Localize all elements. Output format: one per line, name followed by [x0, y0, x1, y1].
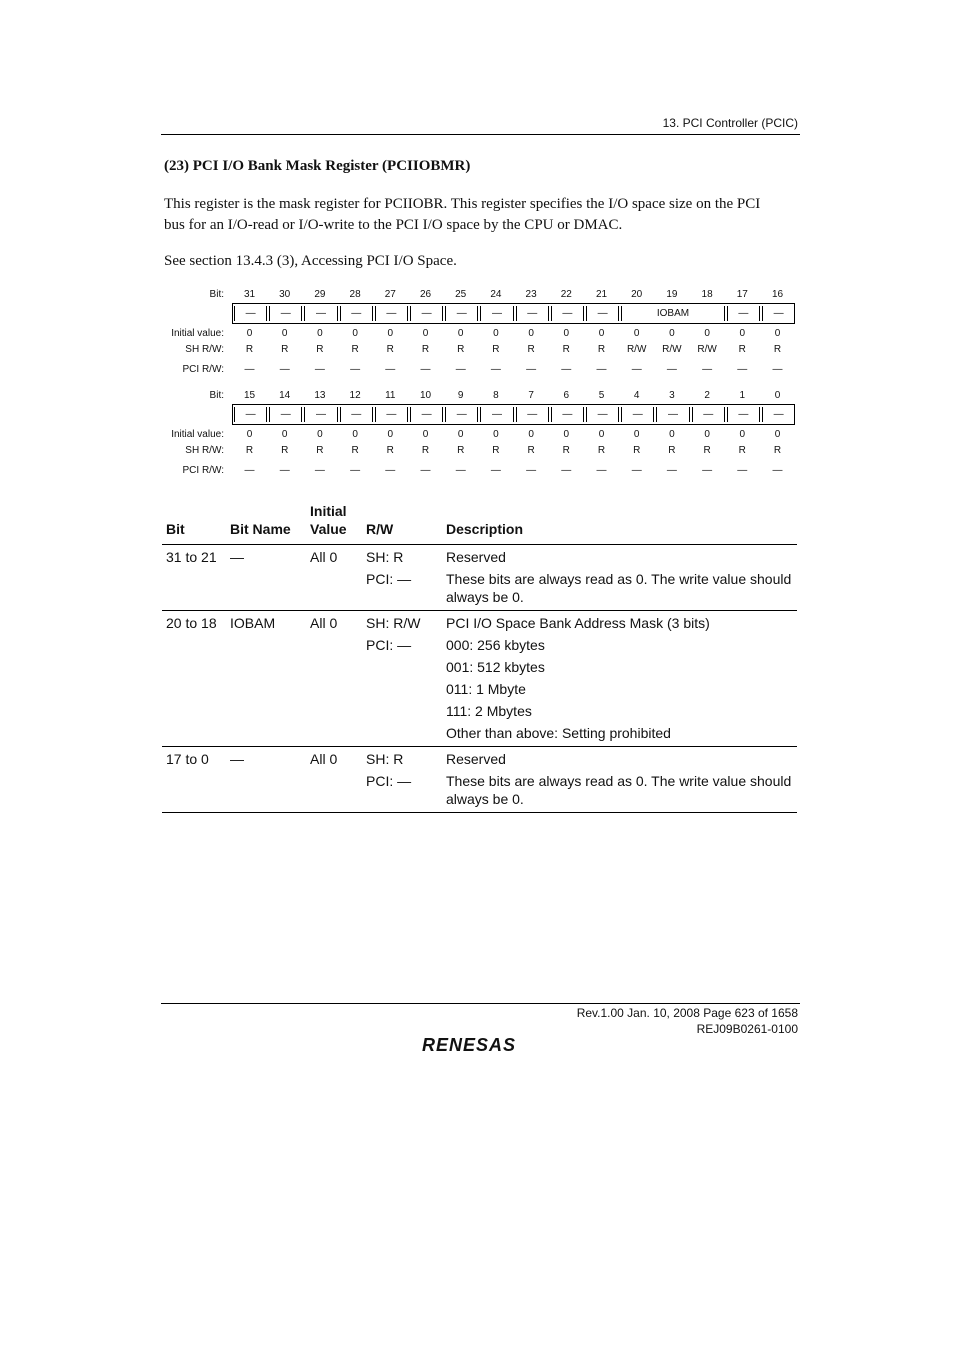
header-rw: R/W — [366, 521, 394, 537]
initial-value: 0 — [528, 328, 534, 339]
sh-rw-value: R — [386, 344, 394, 355]
register-field-row — [232, 404, 795, 425]
pci-rw-value: — — [702, 465, 713, 476]
bit-number: 13 — [314, 390, 326, 401]
sh-rw-value: R — [773, 344, 782, 355]
bit-number: 27 — [384, 289, 396, 300]
initial-value: 0 — [281, 328, 288, 339]
cell-bit-name — [226, 566, 306, 611]
sh-rw-value: R — [773, 445, 782, 456]
initial-value: 0 — [704, 328, 710, 339]
pci-rw-value: — — [702, 364, 713, 375]
pci-rw-value: — — [279, 465, 290, 476]
cell-bit-name — [226, 768, 306, 813]
bit-number: 7 — [528, 390, 534, 401]
initial-value: 0 — [563, 429, 570, 440]
sh-rw-value: R — [633, 445, 641, 456]
field-reserved: — — [480, 407, 513, 422]
sh-rw-value: R — [316, 344, 324, 355]
sh-rw-value: R — [597, 445, 606, 456]
initial-value: 0 — [528, 429, 534, 440]
initial-value-label: Initial value: — [171, 328, 224, 339]
sh-rw-value: R — [281, 445, 289, 456]
pci-rw-value: — — [420, 364, 431, 375]
footer-revision-line: Rev.1.00 Jan. 10, 2008 Page 623 of 1658 — [576, 1006, 798, 1020]
initial-value: 0 — [493, 429, 499, 440]
cell-bit — [162, 768, 226, 813]
sh-rw-value: R — [668, 445, 676, 456]
field-reserved: — — [516, 306, 549, 321]
pci-rw-value: — — [244, 364, 255, 375]
initial-value: 0 — [774, 429, 781, 440]
field-reserved: — — [234, 407, 267, 422]
pci-rw-value: — — [561, 364, 572, 375]
cell-rw: PCI: — — [366, 637, 412, 653]
bit-number: 4 — [633, 390, 640, 401]
cell-initial-value — [306, 676, 362, 698]
initial-value: 0 — [669, 328, 675, 339]
table-row — [162, 747, 797, 769]
cell-bit: 31 to 21 — [166, 549, 217, 565]
see-section-reference: See section 13.4.3 (3), Accessing PCI I/O Space. — [164, 253, 457, 269]
bit-number: 19 — [666, 289, 678, 300]
header-rule — [161, 134, 800, 135]
header-initial-value: Initial Value — [310, 503, 347, 537]
pci-rw-value: — — [631, 465, 642, 476]
pci-rw-value: — — [455, 465, 466, 476]
sh-rw-value: R — [245, 445, 254, 456]
cell-rw — [362, 720, 442, 747]
cell-initial-value — [306, 632, 362, 654]
pci-rw-value: — — [314, 465, 325, 476]
cell-bit-name: — — [230, 549, 244, 565]
sh-rw-value: R — [562, 344, 570, 355]
initial-value: 0 — [739, 328, 746, 339]
sh-rw-value: R — [457, 344, 465, 355]
cell-bit-name — [226, 676, 306, 698]
cell-bit-name — [226, 698, 306, 720]
sh-rw-value: R — [562, 445, 570, 456]
cell-bit-name: IOBAM — [230, 615, 276, 631]
field-reserved: — — [304, 407, 337, 422]
cell-description: 011: 1 Mbyte — [446, 681, 526, 697]
initial-value: 0 — [739, 429, 746, 440]
cell-bit-name — [226, 632, 306, 654]
table-row — [162, 654, 797, 676]
pci-rw-value: — — [385, 364, 396, 375]
bit-number: 5 — [598, 390, 605, 401]
table-row — [162, 566, 797, 611]
cell-bit — [162, 676, 226, 698]
cell-description: Reserved — [446, 751, 506, 767]
sh-rw-value: R — [527, 344, 535, 355]
pci-rw-value: — — [279, 364, 290, 375]
sh-rw-value: R — [316, 445, 324, 456]
initial-value: 0 — [633, 429, 640, 440]
table-row — [162, 676, 797, 698]
cell-bit-name — [226, 720, 306, 747]
cell-bit — [162, 654, 226, 676]
cell-description: Reserved — [446, 549, 506, 565]
bit-label: Bit: — [209, 390, 224, 401]
field-reserved: — — [269, 306, 302, 321]
pci-rw-value: — — [244, 465, 255, 476]
field-reserved: — — [656, 407, 689, 422]
bit-number: 11 — [385, 390, 396, 401]
cell-rw — [362, 676, 442, 698]
pci-rw-value: — — [772, 465, 783, 476]
cell-bit: 20 to 18 — [166, 615, 217, 631]
initial-value: 0 — [598, 328, 605, 339]
field-reserved: — — [621, 407, 654, 422]
cell-rw: SH: R/W — [366, 615, 421, 631]
pci-rw-value: — — [737, 465, 748, 476]
cell-bit — [162, 698, 226, 720]
svg-text:RENESAS: RENESAS — [422, 1035, 517, 1055]
header-bit-name: Bit Name — [230, 521, 291, 537]
pci-rw-value: — — [385, 465, 396, 476]
pci-rw-value: — — [314, 364, 325, 375]
bit-number: 28 — [349, 289, 361, 300]
table-header-row — [162, 502, 797, 545]
sh-rw-value: R — [492, 344, 500, 355]
bit-number: 30 — [279, 289, 291, 300]
bit-number: 16 — [771, 289, 784, 300]
field-reserved: — — [410, 306, 443, 321]
cell-rw — [362, 654, 442, 676]
initial-value: 0 — [633, 328, 640, 339]
bit-label: Bit: — [209, 289, 224, 300]
initial-value: 0 — [563, 328, 570, 339]
pci-rw-value: — — [420, 465, 431, 476]
field-reserved: — — [410, 407, 443, 422]
bit-number: 9 — [457, 390, 464, 401]
sh-rw-value: R — [597, 344, 606, 355]
field-reserved: — — [551, 306, 584, 321]
sh-rw-label: SH R/W: — [185, 445, 224, 456]
initial-value: 0 — [281, 429, 288, 440]
field-reserved: — — [586, 306, 619, 321]
initial-value: 0 — [457, 328, 464, 339]
section-heading: (23) PCI I/O Bank Mask Register (PCIIOBMR) — [164, 158, 471, 174]
cell-description: 111: 2 Mbytes — [446, 703, 532, 719]
cell-description: PCI I/O Space Bank Address Mask (3 bits) — [446, 615, 710, 631]
pci-rw-value: — — [455, 364, 466, 375]
initial-value: 0 — [422, 429, 429, 440]
bit-number: 14 — [279, 390, 291, 401]
sh-rw-value: R — [703, 445, 711, 456]
table-row — [162, 698, 797, 720]
field-reserved: — — [375, 407, 408, 422]
table-row — [162, 768, 797, 813]
bit-description-table — [162, 502, 797, 813]
table-row — [162, 545, 797, 567]
initial-value: 0 — [352, 328, 358, 339]
cell-initial-value — [306, 654, 362, 676]
cell-bit-name: — — [230, 751, 244, 767]
cell-bit: 17 to 0 — [166, 751, 209, 767]
field-reserved: — — [762, 306, 795, 321]
sh-rw-value: R/W — [662, 344, 682, 355]
pci-rw-value: — — [596, 465, 607, 476]
pci-rw-value: — — [631, 364, 642, 375]
sh-rw-value: R — [386, 445, 394, 456]
initial-value: 0 — [774, 328, 781, 339]
cell-initial-value: All 0 — [310, 549, 338, 565]
cell-bit-name — [226, 654, 306, 676]
bit-number: 21 — [595, 289, 608, 300]
pci-rw-value: — — [737, 364, 748, 375]
cell-initial-value — [306, 698, 362, 720]
cell-rw: PCI: — — [366, 773, 412, 789]
field-reserved: — — [375, 306, 408, 321]
bit-number: 10 — [419, 390, 432, 401]
initial-value: 0 — [246, 328, 253, 339]
bit-number: 18 — [701, 289, 713, 300]
sh-rw-value: R — [245, 344, 254, 355]
initial-value: 0 — [704, 429, 710, 440]
pci-rw-value: — — [772, 364, 783, 375]
initial-value: 0 — [598, 429, 605, 440]
pci-rw-value: — — [350, 364, 361, 375]
pci-rw-value: — — [666, 364, 677, 375]
field-reserved: — — [480, 306, 513, 321]
cell-description: 000: 256 kbytes — [446, 637, 545, 653]
sh-rw-value: R — [492, 445, 500, 456]
pci-rw-value: — — [490, 465, 501, 476]
cell-initial-value — [306, 566, 362, 611]
field-reserved: — — [340, 306, 373, 321]
sh-rw-value: R — [421, 445, 430, 456]
pci-rw-value: — — [596, 364, 607, 375]
sh-rw-value: R — [421, 344, 430, 355]
bit-number: 25 — [455, 289, 467, 300]
cell-initial-value — [306, 720, 362, 747]
bit-number: 2 — [704, 390, 710, 401]
pci-rw-value: — — [526, 465, 537, 476]
pci-rw-value: — — [561, 465, 572, 476]
sh-rw-label: SH R/W: — [185, 344, 224, 355]
cell-description: Other than above: Setting prohibited — [446, 725, 671, 741]
field-iobam: IOBAM — [621, 306, 725, 321]
cell-description: These bits are always read as 0. The write value should always be 0. — [446, 571, 792, 605]
initial-value: 0 — [246, 429, 253, 440]
field-reserved: — — [269, 407, 302, 422]
sh-rw-value: R — [281, 344, 289, 355]
bit-number: 29 — [314, 289, 326, 300]
bit-number: 24 — [490, 289, 502, 300]
sh-rw-value: R — [527, 445, 535, 456]
cell-bit — [162, 632, 226, 654]
register-field-row — [232, 303, 795, 324]
bit-number: 0 — [774, 390, 781, 401]
running-header: 13. PCI Controller (PCIC) — [662, 116, 798, 130]
renesas-logo — [422, 1034, 542, 1061]
bit-number: 1 — [739, 390, 746, 401]
cell-initial-value — [306, 768, 362, 813]
header-bit: Bit — [166, 521, 185, 537]
field-reserved: — — [234, 306, 267, 321]
sh-rw-value: R — [457, 445, 465, 456]
pci-rw-label: PCI R/W: — [182, 364, 224, 375]
cell-bit — [162, 566, 226, 611]
initial-value: 0 — [317, 429, 323, 440]
field-reserved: — — [445, 407, 478, 422]
bit-number: 3 — [669, 390, 675, 401]
cell-rw: SH: R — [366, 549, 404, 565]
sh-rw-value: R — [351, 445, 359, 456]
field-reserved: — — [551, 407, 584, 422]
pci-rw-value: — — [350, 465, 361, 476]
table-row — [162, 611, 797, 633]
bit-number: 22 — [560, 289, 572, 300]
initial-value: 0 — [669, 429, 675, 440]
cell-rw: SH: R — [366, 751, 404, 767]
sh-rw-value: R — [738, 344, 746, 355]
bit-number: 31 — [243, 289, 256, 300]
sh-rw-value: R — [351, 344, 359, 355]
pci-rw-value: — — [526, 364, 537, 375]
table-row — [162, 632, 797, 654]
pci-rw-label: PCI R/W: — [182, 465, 224, 476]
bit-number: 8 — [493, 390, 499, 401]
initial-value: 0 — [493, 328, 499, 339]
initial-value: 0 — [387, 328, 394, 339]
sh-rw-value: R/W — [626, 344, 647, 355]
initial-value-label: Initial value: — [171, 429, 224, 440]
footer-revision — [577, 1005, 798, 1037]
field-reserved: — — [586, 407, 619, 422]
body-paragraph: This register is the mask register for PCIIOBR. This register specifies the I/O space size on the PCI bus for an I/O-read or I/O-write to the PCI I/O space by the CPU or DMAC. — [164, 196, 761, 233]
initial-value: 0 — [387, 429, 394, 440]
table-row — [162, 720, 797, 747]
cell-initial-value: All 0 — [310, 615, 338, 631]
pci-rw-value: — — [490, 364, 501, 375]
bit-number: 12 — [349, 390, 361, 401]
footer-rule — [161, 1003, 800, 1004]
field-reserved: — — [516, 407, 549, 422]
cell-description: These bits are always read as 0. The write value should always be 0. — [446, 773, 792, 807]
field-reserved: — — [304, 306, 337, 321]
cell-bit — [162, 720, 226, 747]
footer-document-number: REJ09B0261-0100 — [696, 1022, 798, 1036]
field-reserved: — — [727, 306, 760, 321]
cell-description: 001: 512 kbytes — [446, 659, 545, 675]
bit-number: 6 — [563, 390, 570, 401]
initial-value: 0 — [422, 328, 429, 339]
bit-number: 23 — [525, 289, 537, 300]
cell-rw — [362, 698, 442, 720]
bit-number: 15 — [243, 390, 256, 401]
bit-number: 26 — [419, 289, 432, 300]
header-description: Description — [446, 521, 524, 537]
initial-value: 0 — [317, 328, 323, 339]
initial-value: 0 — [457, 429, 464, 440]
sh-rw-value: R/W — [697, 344, 717, 355]
field-reserved: — — [692, 407, 725, 422]
bit-number: 20 — [631, 289, 643, 300]
pci-rw-value: — — [666, 465, 677, 476]
cell-initial-value: All 0 — [310, 751, 338, 767]
bit-number: 17 — [736, 289, 748, 300]
field-reserved: — — [445, 306, 478, 321]
initial-value: 0 — [352, 429, 358, 440]
field-reserved: — — [340, 407, 373, 422]
sh-rw-value: R — [738, 445, 746, 456]
field-reserved: — — [762, 407, 795, 422]
cell-rw: PCI: — — [366, 571, 412, 587]
field-reserved: — — [727, 407, 760, 422]
